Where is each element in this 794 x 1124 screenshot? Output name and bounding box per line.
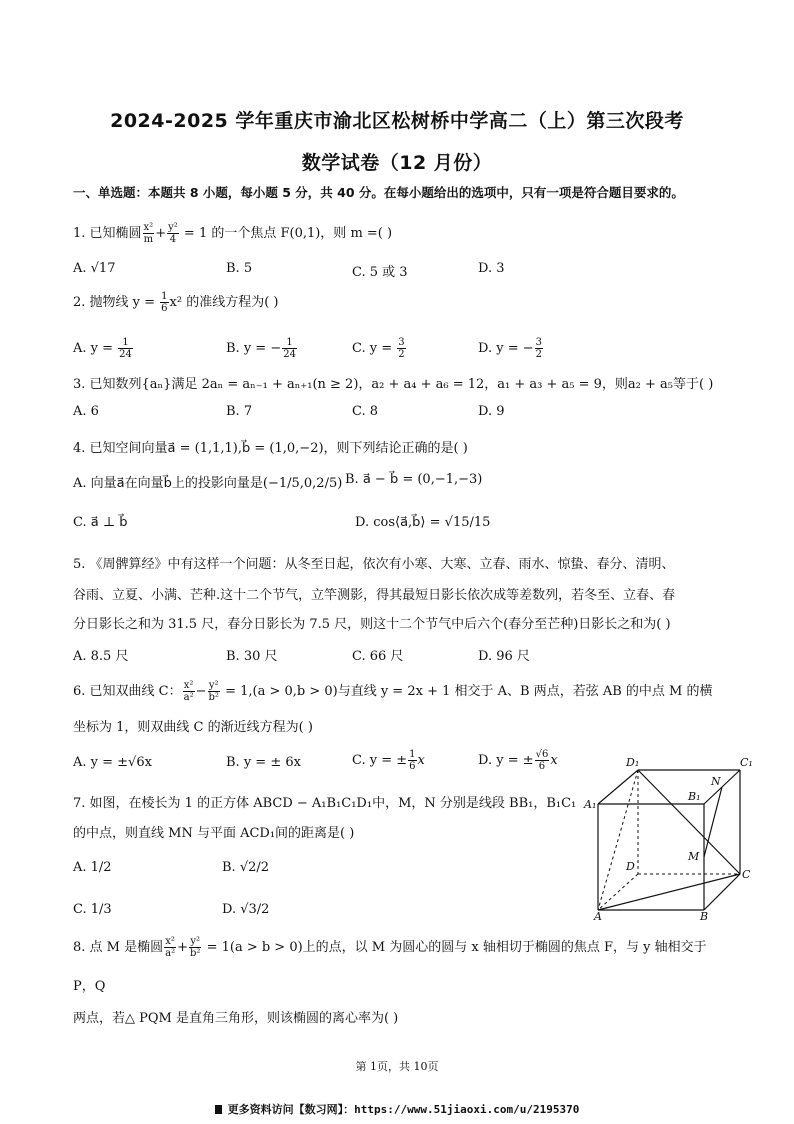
q3-option-b: B. 7: [226, 404, 253, 419]
question-7-line1: 7. 如图，在棱长为 1 的正方体 ABCD − A₁B₁C₁D₁中，M，N 分别是线段 BB₁，B₁C₁: [73, 796, 577, 811]
question-1: 1. 已知椭圆 $\frac{\text{x²}}{m}$ + $\frac{\text{y²}}{4}$ = 1 的一个焦点 F(0,1)，则 m =( ): [73, 222, 393, 245]
q5-option-c: C. 66 尺: [352, 649, 404, 664]
vertex-d1-label: D₁: [626, 756, 640, 769]
vertex-n-label: N: [711, 775, 721, 788]
vertex-d-label: D: [626, 860, 635, 873]
vertex-a1-label: A₁: [584, 798, 597, 811]
q5-option-d: D. 96 尺: [478, 649, 530, 664]
q3-option-d: D. 9: [478, 404, 505, 419]
question-4: 4. 已知空间向量a⃗ = (1,1,1),b⃗ = (1,0,−2)，则下列结论正确的是( ): [73, 441, 468, 456]
question-8-line3: 两点，若△ PQM 是直角三角形，则该椭圆的离心率为( ): [73, 1011, 399, 1026]
q1-option-a: A. √17: [73, 261, 116, 276]
q7-option-a: A. 1/2: [73, 860, 112, 875]
q7-option-c: C. 1/3: [73, 902, 112, 917]
q4-option-b: B. a⃗ − b⃗ = (0,−1,−3): [345, 472, 483, 487]
q1-option-c: C. 5 或 3: [352, 265, 408, 280]
q2-stem-post: x² 的准线方程为( ): [169, 295, 279, 310]
q1-option-d: D. 3: [478, 261, 505, 276]
q1-frac-y: $\frac{\text{y²}}{4}$: [168, 222, 178, 245]
q4-option-a: A. 向量a⃗在向量b⃗上的投影向量是(−1/5,0,2/5): [73, 476, 343, 491]
q2-option-c: C. y = $\frac{3}{2}$: [352, 337, 405, 360]
question-8-line2: P，Q: [73, 979, 106, 994]
question-7-line2: 的中点，则直线 MN 与平面 ACD₁间的距离是( ): [73, 826, 355, 841]
q6-stem-post: = 1,(a > 0,b > 0)与直线 y = 2x + 1 相交于 A、B 两点，若弦 AB 的中点 M 的横: [220, 684, 713, 699]
vertex-c-label: C: [742, 868, 751, 881]
q8-stem-pre: 8. 点 M 是椭圆: [73, 940, 164, 955]
question-3: 3. 已知数列{aₙ}满足 2aₙ = aₙ₋₁ + aₙ₊₁(n ≥ 2)，a₂ + a₄ + a₆ = 12，a₁ + a₃ + a₅ = 9，则a₂ + a₅等于( ): [73, 377, 714, 392]
question-6-line2: 坐标为 1，则双曲线 C 的渐近线方程为( ): [73, 720, 313, 735]
vertex-m-label: M: [688, 850, 700, 863]
q1-option-b: B. 5: [226, 261, 253, 276]
q6-option-c: C. y = ± $\frac{1}{6}$ x: [352, 749, 425, 772]
q6-stem-pre: 6. 已知双曲线 C：: [73, 684, 182, 699]
q2-option-a: A. y = $\frac{1}{24}$: [73, 337, 132, 360]
page-footer: 第 1页，共 10页: [355, 1060, 439, 1073]
question-5-line1: 5. 《周髀算经》中有这样一个问题：从冬至日起，依次有小寒、大寒、立春、雨水、惊蛰、春分、清明、: [73, 557, 675, 572]
vertex-b1-label: B₁: [688, 790, 701, 803]
q6-option-d: D. y = ± $\frac{√6}{6}$ x: [478, 749, 558, 772]
question-5-line2: 谷雨、立夏、小满、芒种.这十二个节气，立竿测影，得其最短日影长依次成等差数列，若冬至、立春、春: [73, 588, 676, 603]
question-6-line1: 6. 已知双曲线 C： $\frac{\text{x²}}{\text{a²}}$ − $\frac{\text{y²}}{\text{b²}}$ = 1,(a > 0,b > 0)与直线 y = 2x + 1 相交于 A、B 两点，若弦 AB 的中点 M 的横: [73, 680, 713, 703]
q4-option-c: C. a⃗ ⊥ b⃗: [73, 515, 128, 530]
q1-frac-x: $\frac{\text{x²}}{m}$: [143, 222, 154, 245]
q3-option-a: A. 6: [73, 404, 99, 419]
q7-option-b: B. √2/2: [222, 860, 270, 875]
cube-figure: [580, 752, 760, 922]
q5-option-a: A. 8.5 尺: [73, 649, 129, 664]
q6-option-b: B. y = ± 6x: [226, 755, 301, 770]
exam-title-line2: 数学试卷（12 月份）: [301, 152, 493, 174]
q7-option-d: D. √3/2: [222, 902, 270, 917]
q1-stem-pre: 1. 已知椭圆: [73, 226, 142, 241]
question-5-line3: 分日影长之和为 31.5 尺，春分日影长为 7.5 尺，则这十二个节气中后六个(春分至芒种)日影长之和为( ): [73, 617, 671, 632]
vertex-b-label: B: [700, 910, 709, 922]
resource-link-text[interactable]: 更多资料访问【数习网】：https://www.51jiaoxi.com/u/2195370: [227, 1103, 580, 1116]
resource-link[interactable]: [0, 1101, 794, 1117]
q6-option-a: A. y = ±√6x: [73, 755, 152, 770]
q2-frac: $\frac{1}{6}$: [161, 291, 168, 314]
q2-stem-pre: 2. 抛物线 y =: [73, 295, 160, 310]
q2-option-b: B. y = − $\frac{1}{24}$: [226, 337, 296, 360]
section-heading: 一、单选题：本题共 8 小题，每小题 5 分，共 40 分。在每小题给出的选项中，只有一项是符合题目要求的。: [73, 185, 684, 200]
q5-option-b: B. 30 尺: [226, 649, 278, 664]
flag-icon: [215, 1105, 222, 1114]
vertex-a-label: A: [594, 910, 602, 922]
q8-stem-post: = 1(a > b > 0)上的点，以 M 为圆心的圆与 x 轴相切于椭圆的焦点 F，与 y 轴相交于: [202, 940, 707, 955]
q2-option-d: D. y = − $\frac{3}{2}$: [478, 337, 542, 360]
q4-option-d: D. cos⟨a⃗,b⃗⟩ = √15/15: [355, 515, 491, 530]
exam-title-line1: 2024-2025 学年重庆市渝北区松树桥中学高二（上）第三次段考: [110, 110, 684, 132]
vertex-c1-label: C₁: [740, 756, 753, 769]
question-8-line1: 8. 点 M 是椭圆 $\frac{\text{x²}}{\text{a²}}$ + $\frac{\text{y²}}{\text{b²}}$ = 1(a > b > 0)上的点，以 M 为圆心的圆与 x 轴相切于椭圆的焦点 F，与 y 轴相交于: [73, 936, 707, 959]
question-2: [73, 291, 279, 314]
q1-stem-post: = 1 的一个焦点 F(0,1)，则 m =( ): [179, 226, 393, 241]
q3-option-c: C. 8: [352, 404, 379, 419]
